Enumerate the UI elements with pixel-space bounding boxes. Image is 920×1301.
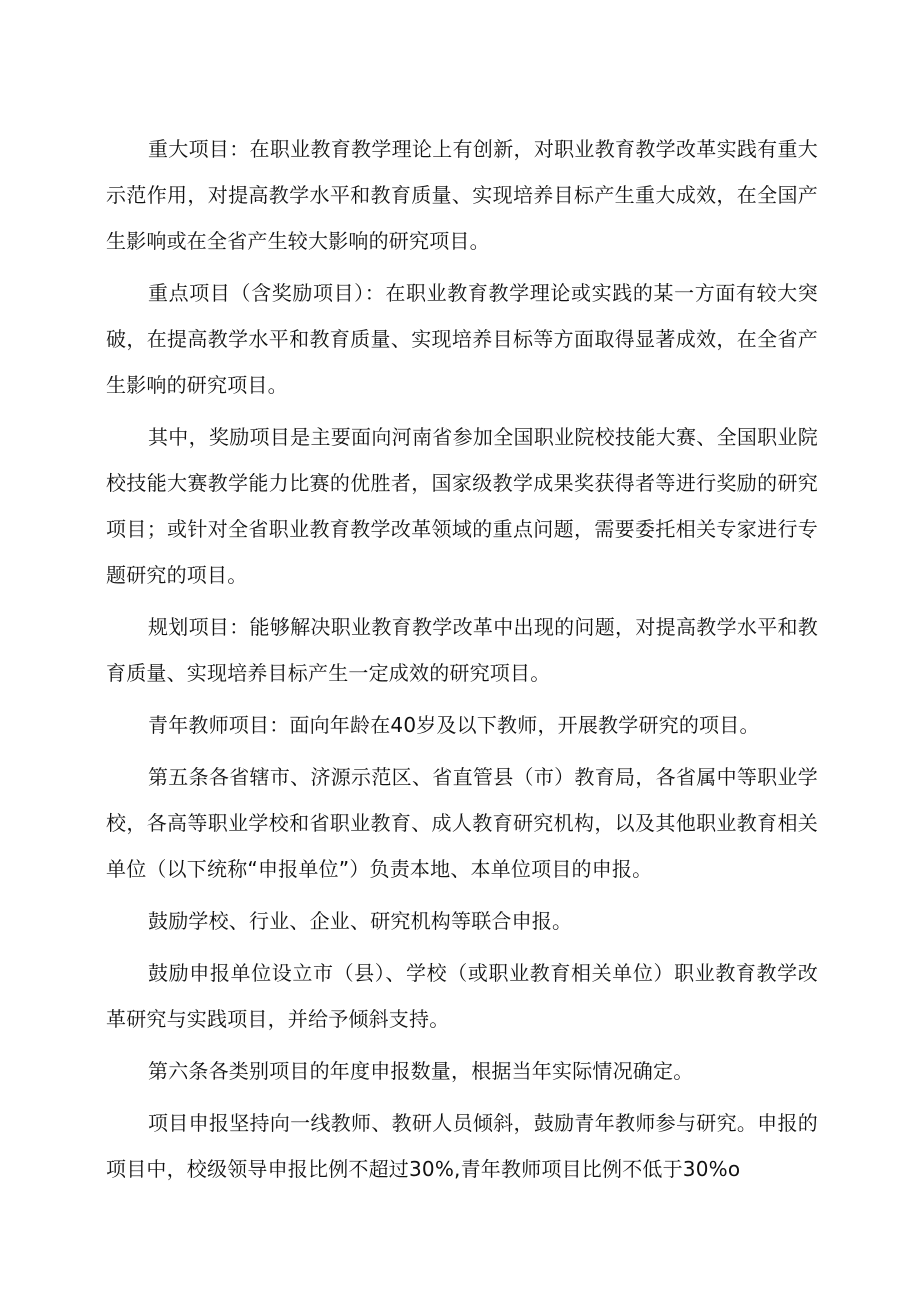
- paragraph-key-project: 重点项目（含奖励项目）：在职业教育教学理论或实践的某一方面有较大突破，在提高教学水平和教育质量、实现培养目标等方面取得显著成效，在全省产生影响的研究项目。: [106, 281, 818, 397]
- paragraph-local-projects: 鼓励申报单位设立市（县）、学校（或职业教育相关单位）职业教育教学改革研究与实践项目，并给予倾斜支持。: [106, 961, 818, 1031]
- paragraph-planning-project: 规划项目：能够解决职业教育教学改革中出现的问题，对提高教学水平和教育质量、实现培养目标产生一定成效的研究项目。: [106, 615, 818, 685]
- paragraph-young-teacher-project: 青年教师项目：面向年龄在40岁及以下教师，开展教学研究的项目。: [148, 713, 760, 737]
- paragraph-reward-project: 其中，奖励项目是主要面向河南省参加全国职业院校技能大赛、全国职业院校技能大赛教学能力比赛的优胜者，国家级教学成果奖获得者等进行奖励的研究项目；或针对全省职业教育教学改革领域的重点问题，需要委托相关专家进行专题研究的项目。: [106, 425, 818, 587]
- paragraph-major-project: 重大项目：在职业教育教学理论上有创新，对职业教育教学改革实践有重大示范作用，对提高教学水平和教育质量、实现培养目标产生重大成效，在全国产生影响或在全省产生较大影响的研究项目。: [106, 137, 818, 253]
- paragraph-application-ratio: 项目申报坚持向一线教师、教研人员倾斜，鼓励青年教师参与研究。申报的项目中，校级领导申报比例不超过30%,青年教师项目比例不低于30%o: [106, 1111, 818, 1181]
- paragraph-joint-application: 鼓励学校、行业、企业、研究机构等联合申报。: [148, 909, 573, 933]
- paragraph-article-five: 第五条各省辖市、济源示范区、省直管县（市）教育局，各省属中等职业学校，各高等职业学校和省职业教育、成人教育研究机构，以及其他职业教育相关单位（以下统称“申报单位”）负责本地、本单位项目的申报。: [106, 765, 818, 881]
- paragraph-article-six: 第六条各类别项目的年度申报数量，根据当年实际情况确定。: [148, 1059, 694, 1083]
- document-page: [106, 126, 818, 1192]
